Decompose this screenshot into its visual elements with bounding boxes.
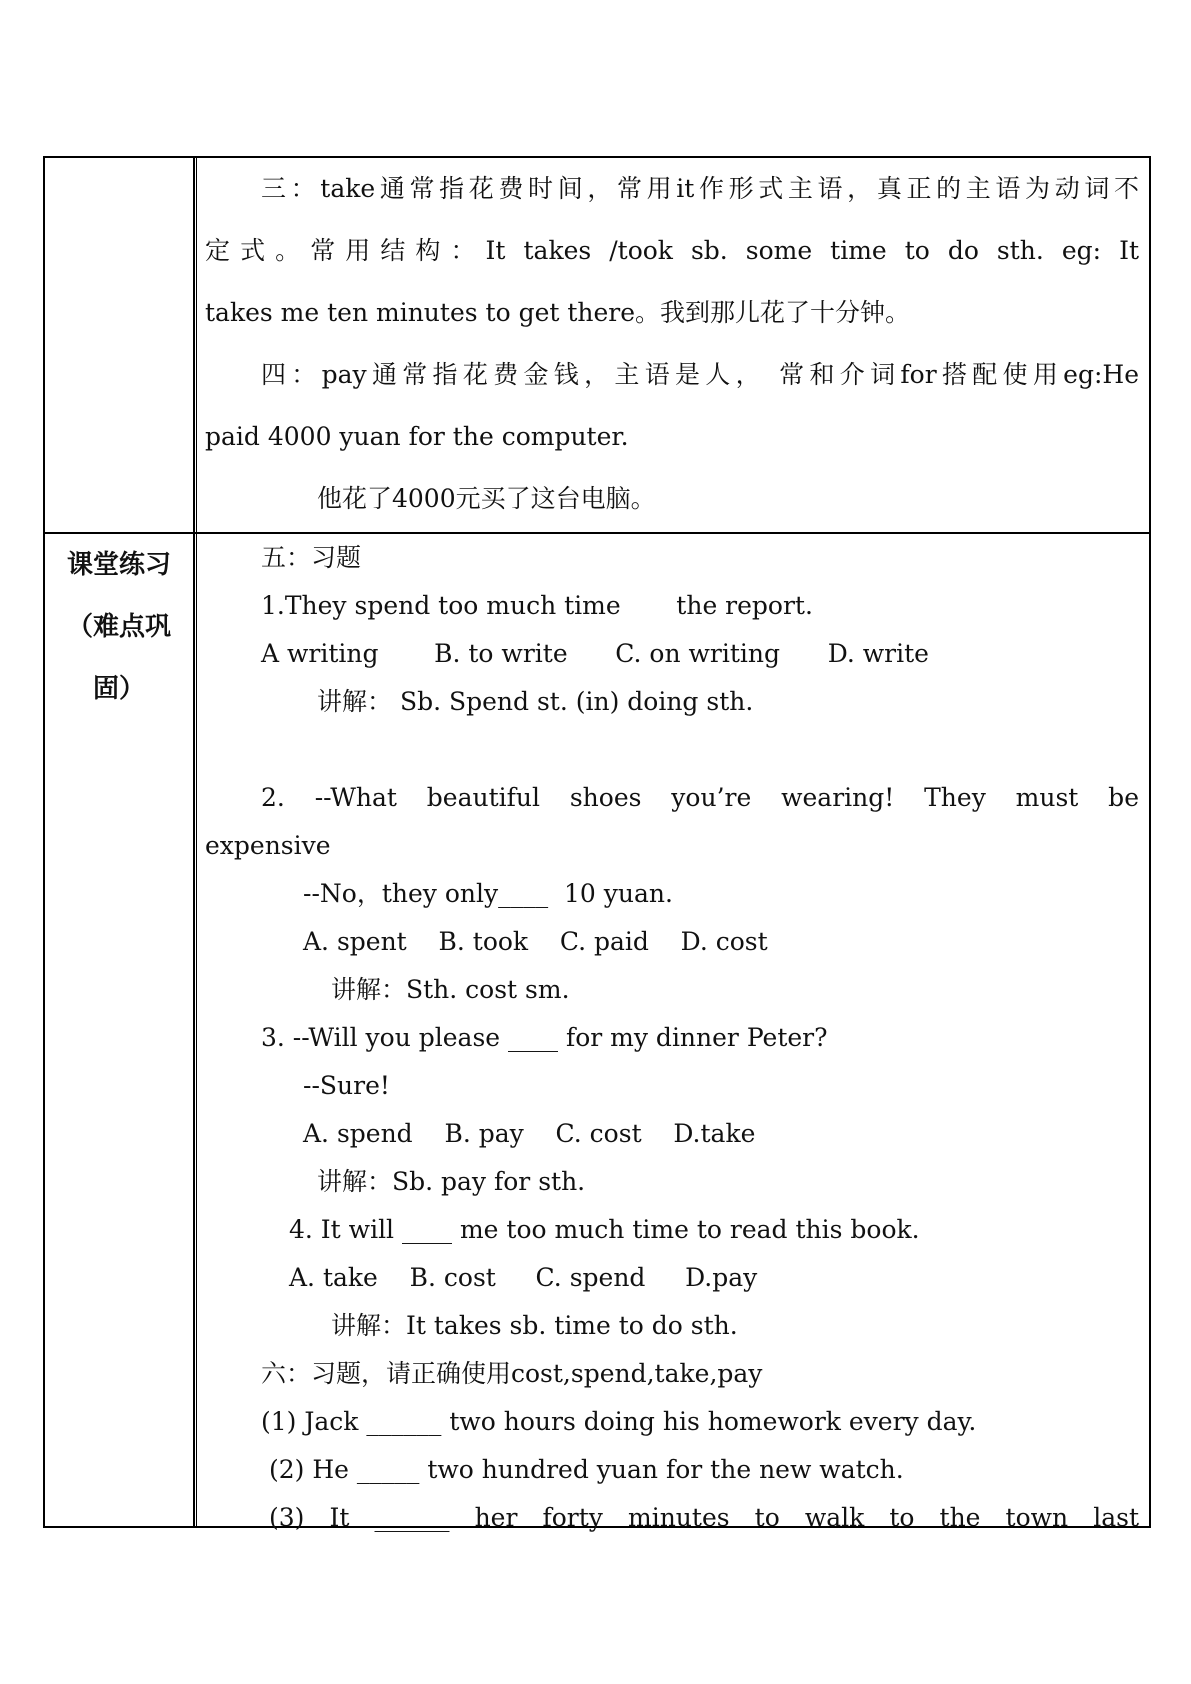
question-2-options: A. spent B. took C. paid D. cost <box>303 927 768 956</box>
exercise-content <box>205 534 1139 1542</box>
question-2-explain: 讲解：Sth. cost sm. <box>331 975 570 1004</box>
question-1: 1.They spend too much time the report. <box>261 591 813 620</box>
question-2-line2: expensive <box>205 831 331 860</box>
column-divider <box>193 158 195 1526</box>
section-label <box>45 534 193 720</box>
question-2-answer: --No，they only____ 10 yuan. <box>303 879 673 908</box>
top-row-content <box>205 158 1139 530</box>
question-1-explain: 讲解： Sb. Spend st. (in) doing sth. <box>317 687 754 716</box>
question-4-explain: 讲解：It takes sb. time to do sth. <box>331 1311 738 1340</box>
question-1-options: A writing B. to write C. on writing D. write <box>261 639 929 668</box>
question-4-options: A. take B. cost C. spend D.pay <box>289 1263 758 1292</box>
question-3-line1: 3. --Will you please ____ for my dinner Peter? <box>261 1023 828 1052</box>
para4-line2: paid 4000 yuan for the computer. <box>205 422 629 451</box>
para4-line1: 四：pay通常指花费金钱，主语是人， 常和介词for搭配使用eg:He <box>261 360 1139 389</box>
exercise-1: (1) Jack ______ two hours doing his homework every day. <box>261 1407 977 1436</box>
label-line3: 固） <box>92 674 145 704</box>
question-3-options: A. spend B. pay C. cost D.take <box>303 1119 756 1148</box>
label-line1: 课堂练习 <box>66 550 171 580</box>
question-3-line2: --Sure! <box>303 1071 390 1100</box>
question-3-explain: 讲解：Sb. pay for sth. <box>317 1167 586 1196</box>
question-4: 4. It will ____ me too much time to read this book. <box>289 1215 920 1244</box>
document-table <box>43 156 1151 1532</box>
label-line2: （难点巩 <box>66 612 171 642</box>
column-divider-inner <box>196 158 197 1526</box>
para4-line3: 他花了4000元买了这台电脑。 <box>317 484 656 513</box>
exercise-3: (3) It ______ her forty minutes to walk to the town last <box>269 1503 1139 1532</box>
para3-line3: takes me ten minutes to get there。我到那儿花了十分钟。 <box>205 298 911 327</box>
heading-five: 五：习题 <box>261 543 362 572</box>
question-2-line1: 2. --What beautiful shoes you’re wearing! They must be <box>261 783 1139 812</box>
heading-six: 六：习题，请正确使用cost,spend,take,pay <box>261 1359 763 1388</box>
para3-line2: 定式。常用结构：It takes /took sb. some time to do sth. eg: It <box>205 236 1139 265</box>
blank-line <box>205 726 1139 774</box>
exercise-2: (2) He _____ two hundred yuan for the new watch. <box>269 1455 904 1484</box>
para3-line1: 三：take通常指花费时间，常用it作形式主语，真正的主语为动词不 <box>261 174 1139 203</box>
